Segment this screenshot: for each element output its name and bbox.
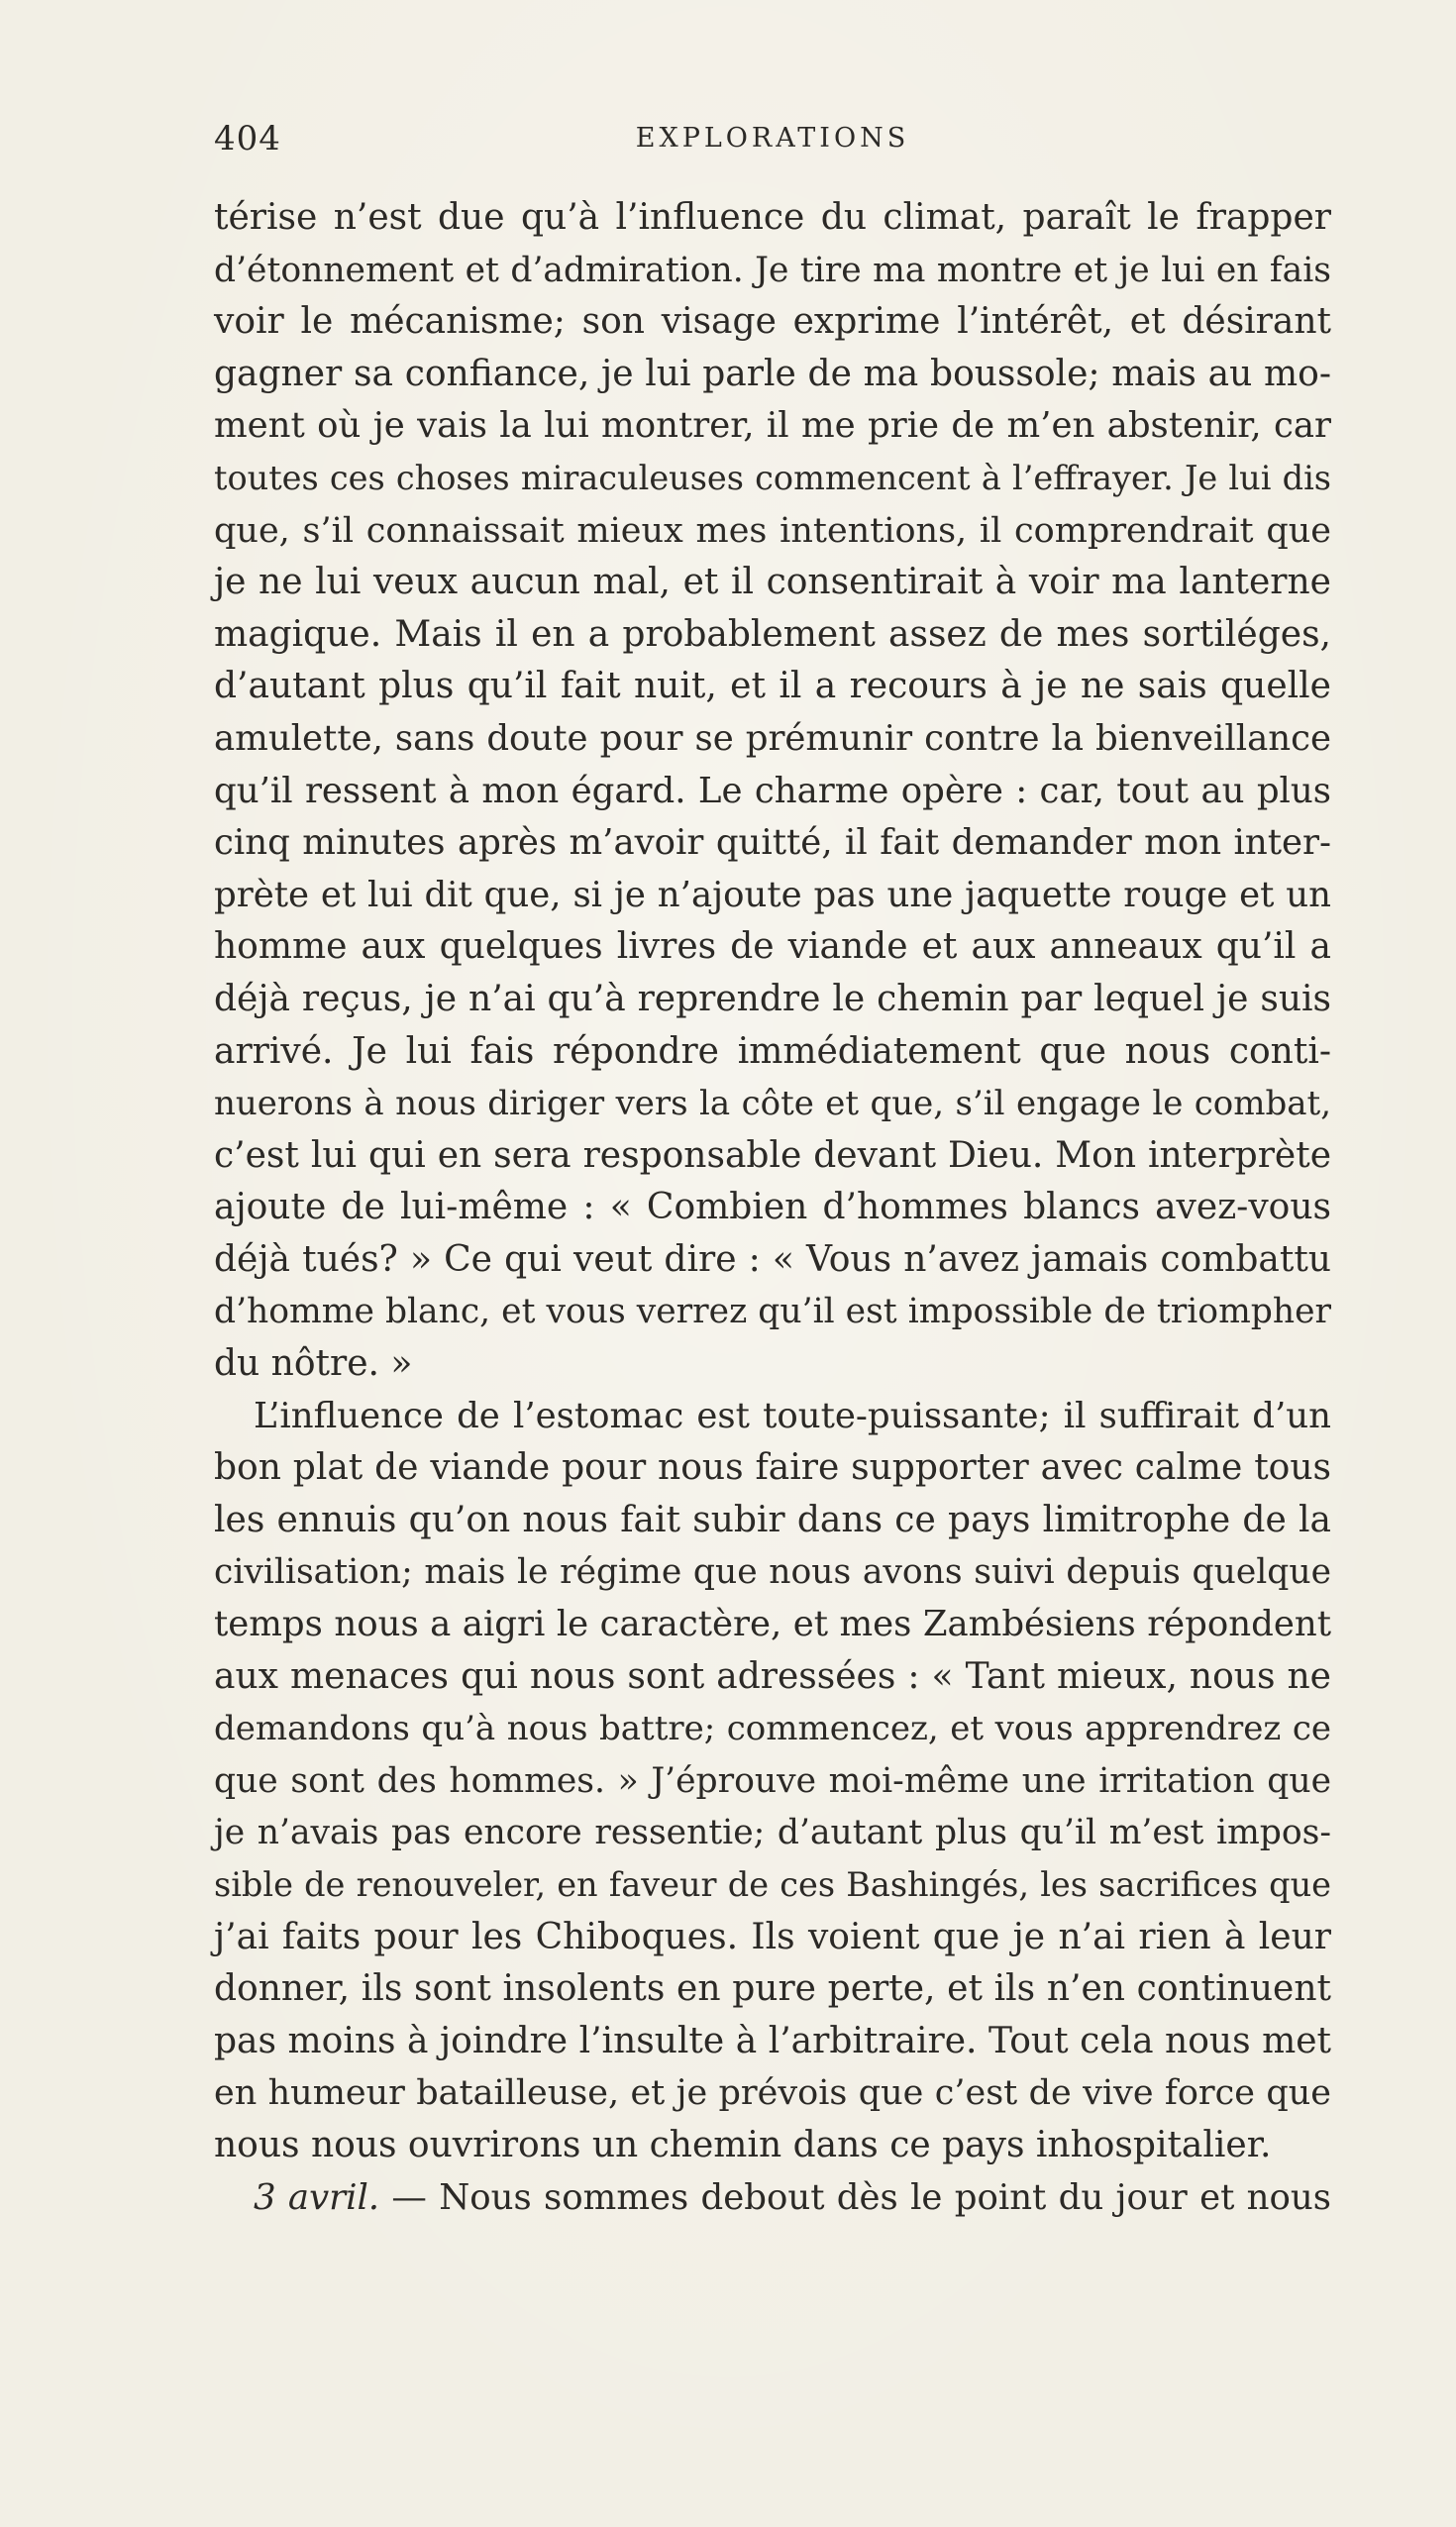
text-line: d’étonnement et d’admiration. Je tire ma montre et je lui en fais	[214, 250, 1331, 290]
text-line: ment où je vais la lui montrer, il me prie de m’en abstenir, car	[214, 405, 1331, 447]
text-line: pas moins à joindre l’insulte à l’arbitraire. Tout cela nous met	[214, 2020, 1331, 2061]
text-line: nuerons à nous diriger vers la côte et que, s’il engage le combat,	[214, 1084, 1331, 1124]
text-line: arrivé. Je lui fais répondre immédiatement que nous conti-	[214, 1030, 1331, 1072]
text-line: d’autant plus qu’il fait nuit, et il a recours à je ne sais quelle	[214, 666, 1331, 707]
entry-date: 3 avril.	[254, 2176, 380, 2218]
text-line: en humeur batailleuse, et je prévois que c’est de vive force que	[214, 2073, 1331, 2114]
text-line: magique. Mais il en a probablement assez de mes sortiléges,	[214, 613, 1331, 655]
text-line: déjà reçus, je n’ai qu’à reprendre le chemin par lequel je suis	[214, 978, 1331, 1019]
paragraph-1	[214, 192, 1331, 1391]
text-line: aux menaces qui nous sont adressées : « Tant mieux, nous ne	[214, 1655, 1331, 1697]
text-line: bon plat de viande pour nous faire supporter avec calme tous	[214, 1447, 1331, 1489]
text-line: donner, ils sont insolents en pure perte, et ils n’en continuent	[214, 1968, 1331, 2010]
text-line: voir le mécanisme; son visage exprime l’intérêt, et désirant	[214, 301, 1331, 343]
text-line: d’homme blanc, et vous verrez qu’il est impossible de triompher	[214, 1292, 1331, 1332]
paragraph-2	[214, 1391, 1331, 2172]
text-line: cinq minutes après m’avoir quitté, il fait demander mon inter-	[214, 822, 1331, 864]
text-line: amulette, sans doute pour se prémunir contre la bienveillance	[214, 717, 1331, 759]
text-line: c’est lui qui en sera responsable devant Dieu. Mon interprète	[214, 1134, 1331, 1176]
text-line: prète et lui dit que, si je n’ajoute pas une jaquette rouge et un	[214, 874, 1331, 915]
entry-text: — Nous sommes debout dès le point du jour et nous	[379, 2176, 1331, 2218]
text-line: L’influence de l’estomac est toute-puissante; il suffirait d’un	[254, 1395, 1331, 1436]
running-header	[214, 119, 1331, 168]
text-line: qu’il ressent à mon égard. Le charme opère : car, tout au plus	[214, 770, 1331, 811]
text-line: du nôtre. »	[214, 1343, 413, 1385]
text-line: térise n’est due qu’à l’influence du climat, paraît le frapper	[214, 197, 1331, 238]
text-line: homme aux quelques livres de viande et aux anneaux qu’il a	[214, 926, 1331, 968]
text-line: civilisation; mais le régime que nous avons suivi depuis quelque	[214, 1552, 1331, 1593]
text-line: sible de renouveler, en faveur de ces Bashingés, les sacrifices que	[214, 1865, 1331, 1904]
text-line: que sont des hommes. » J’éprouve moi-même une irritation que	[214, 1760, 1331, 1801]
text-line: que, s’il connaissait mieux mes intentions, il comprendrait que	[214, 510, 1331, 551]
running-title: EXPLORATIONS	[635, 123, 910, 154]
page-number: 404	[214, 119, 281, 158]
text-line: ajoute de lui-même : « Combien d’hommes blancs avez-vous	[214, 1187, 1331, 1228]
text-line: je ne lui veux aucun mal, et il consentirait à voir ma lanterne	[214, 562, 1331, 603]
text-line: j’ai faits pour les Chiboques. Ils voient que je n’ai rien à leur	[214, 1916, 1331, 1957]
text-line: déjà tués? » Ce qui veut dire : « Vous n’avez jamais combattu	[214, 1238, 1331, 1280]
text-line: les ennuis qu’on nous fait subir dans ce pays limitrophe de la	[214, 1499, 1331, 1540]
body-text	[214, 192, 1331, 2224]
text-line: je n’avais pas encore ressentie; d’autant plus qu’il m’est impos-	[214, 1813, 1331, 1853]
text-line: toutes ces choses miraculeuses commencent à l’effrayer. Je lui dis	[214, 458, 1331, 497]
text-line: temps nous a aigri le caractère, et mes Zambésiens répondent	[214, 1604, 1331, 1645]
dated-entry-line	[214, 2172, 1331, 2225]
text-line: gagner sa confiance, je lui parle de ma boussole; mais au mo-	[214, 353, 1331, 394]
text-line: demandons qu’à nous battre; commencez, et vous apprendrez ce	[214, 1709, 1331, 1749]
paragraph-3	[214, 2172, 1331, 2225]
text-line: nous nous ouvrirons un chemin dans ce pays inhospitalier.	[214, 2124, 1272, 2165]
